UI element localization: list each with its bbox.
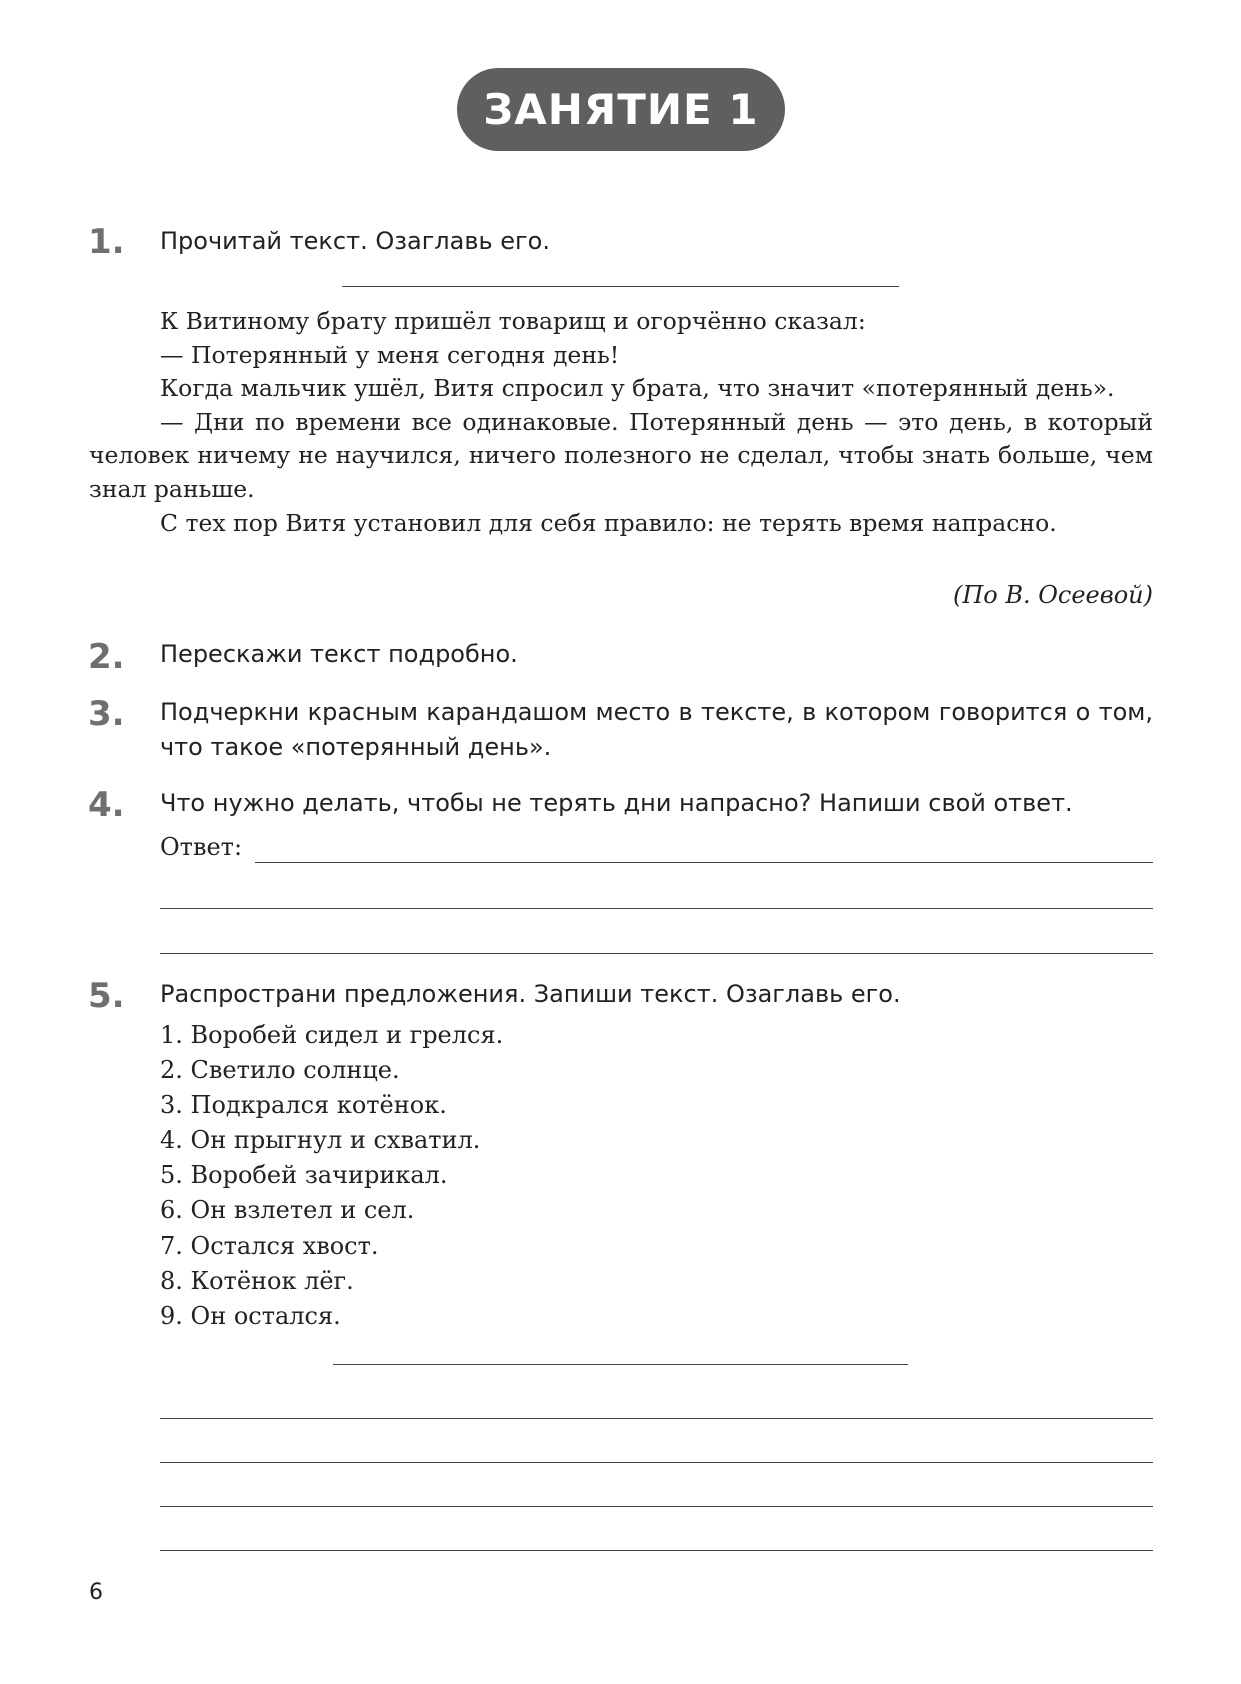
sentence-item: 6. Он взлетел и сел. [160, 1196, 415, 1225]
task-1-number: 1. [88, 222, 125, 262]
writing-line[interactable] [160, 1506, 1153, 1507]
story-paragraph: Когда мальчик ушёл, Витя спросил у брата, что значит «потерянный день». [160, 374, 1115, 403]
sentence-item: 5. Воробей зачирикал. [160, 1161, 448, 1190]
story-paragraph: К Витиному брату пришёл товарищ и огорчённо сказал: [160, 307, 866, 335]
story-paragraph: С тех пор Витя установил для себя правило: не терять время напрасно. [160, 508, 1057, 537]
story-author: (По В. Осеевой) [952, 581, 1153, 609]
lesson-title-badge [457, 68, 785, 151]
writing-line[interactable] [160, 1462, 1153, 1463]
task-4-text: Что нужно делать, чтобы не терять дни напрасно? Напиши свой ответ. [160, 789, 1073, 817]
sentence-item: 4. Он прыгнул и схватил. [160, 1126, 481, 1155]
sentence-item: 7. Остался хвост. [160, 1231, 379, 1260]
title-answer-line-5[interactable] [333, 1364, 908, 1365]
sentence-item: 9. Он остался. [160, 1301, 341, 1330]
sentence-item: 1. Воробей сидел и грелся. [160, 1021, 504, 1049]
story-paragraph: — Дни по времени все одинаковые. Потерянный день — это день, в который человек ничему не научился, ничего полезного не сделал, чтобы знать больше, чем знал раньше. [89, 407, 1153, 503]
page-number: 6 [89, 1580, 103, 1605]
task-2-text: Перескажи текст подробно. [160, 640, 518, 668]
sentence-item: 2. Светило солнце. [160, 1056, 400, 1085]
answer-line[interactable] [255, 862, 1153, 863]
task-3-number: 3. [88, 694, 125, 734]
task-2-number: 2. [88, 637, 125, 677]
lesson-title: ЗАНЯТИЕ 1 [483, 85, 759, 134]
story-text [89, 305, 1153, 540]
task-5-text: Распространи предложения. Запиши текст. Озаглавь его. [160, 980, 901, 1008]
answer-line[interactable] [160, 953, 1153, 954]
task-5-number: 5. [88, 976, 125, 1016]
story-paragraph: — Потерянный у меня сегодня день! [160, 340, 620, 369]
writing-line[interactable] [160, 1418, 1153, 1419]
title-answer-line-1[interactable] [342, 286, 899, 287]
task-4-number: 4. [88, 785, 125, 825]
task-3-text: Подчеркни красным карандашом место в тексте, в котором говорится о том, что такое «потерянный день». [160, 698, 1153, 761]
sentence-item: 3. Подкрался котёнок. [160, 1091, 447, 1120]
sentence-item: 8. Котёнок лёг. [160, 1266, 354, 1295]
sentence-list [160, 1018, 503, 1334]
task-1-text: Прочитай текст. Озаглавь его. [160, 227, 550, 255]
answer-label: Ответ: [160, 833, 243, 861]
answer-line[interactable] [160, 908, 1153, 909]
writing-line[interactable] [160, 1550, 1153, 1551]
